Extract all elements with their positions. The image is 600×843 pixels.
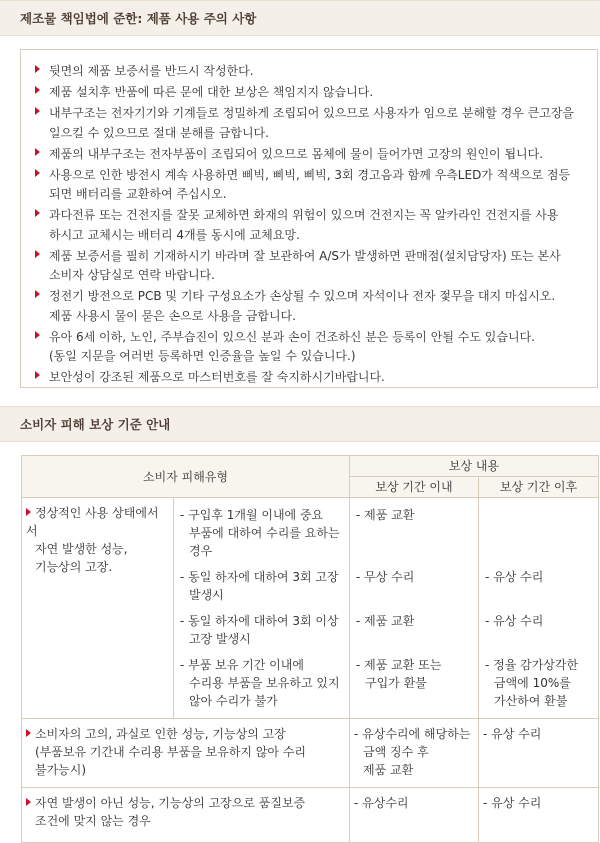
bullet-icon <box>26 798 31 806</box>
precaution-item <box>35 368 587 388</box>
bullet-icon <box>26 729 31 737</box>
precaution-text: (동일 지문을 여러번 등록하면 인증율을 높일 수 있습니다.) <box>49 349 356 363</box>
precaution-text: 제품 설치후 반품에 따른 문에 대한 보상은 책임지지 않습니다. <box>49 85 374 99</box>
compensation-section <box>0 406 600 442</box>
cause-item: - 동일 하자에 대하여 3회 이상 고장 발생시 <box>180 614 339 646</box>
group2-label-line: 불가능시) <box>35 763 87 777</box>
bullet-icon <box>35 290 40 298</box>
precautions-box <box>20 49 598 388</box>
group1-after <box>479 498 599 719</box>
precaution-text: 제품 보증서를 필히 기재하시기 바라며 잘 보관하여 A/S가 발생하면 판매점(설치담당자) 또는 본사 <box>49 248 561 263</box>
precaution-item <box>35 166 587 205</box>
within-item: - 제품 교환 또는 구입가 환불 <box>356 658 442 690</box>
group1-within <box>350 498 479 719</box>
group1-label-line: 기능상의 고장. <box>35 560 113 574</box>
compensation-title: 소비자 피해 보상 기준 안내 <box>0 406 600 442</box>
precaution-text: 제품 사용시 물이 묻은 손으로 사용을 금합니다. <box>49 308 296 323</box>
precaution-text: 소비자 상담실로 연락 바랍니다. <box>49 268 215 282</box>
group2-after: - 유상 수리 <box>479 719 599 788</box>
after-item: - 유상 수리 <box>485 614 544 628</box>
precaution-item <box>35 247 587 286</box>
precaution-text: 제품의 내부구조는 전자부품이 조립되어 있으므로 몸체에 물이 들어가면 고장의 원인이 됩니다. <box>49 146 544 161</box>
precaution-item <box>35 104 587 143</box>
precaution-item <box>35 62 587 82</box>
precautions-section <box>0 0 600 36</box>
group3-within: - 유상수리 <box>350 788 479 843</box>
cause-item: - 구입후 1개월 이내에 중요 부품에 대하여 수리를 요하는 경우 <box>180 508 340 558</box>
precaution-item <box>35 206 587 245</box>
group1-causes <box>174 498 350 719</box>
bullet-icon <box>35 86 40 94</box>
bullet-icon <box>35 65 40 73</box>
bullet-icon <box>35 250 40 258</box>
compensation-table <box>21 455 599 843</box>
precaution-text: 사용으로 인한 방전시 계속 사용하면 삐빅, 삐빅, 삐빅, 3회 경고음과 함께 우측LED가 적색으로 점등 <box>49 167 571 182</box>
bullet-icon <box>35 209 40 217</box>
after-item: - 유상 수리 <box>485 570 544 584</box>
group1-label <box>22 498 174 719</box>
precaution-text: 하시고 교체시는 배터리 4개를 동시에 교체요망. <box>49 227 300 242</box>
bullet-icon <box>35 107 40 115</box>
bullet-icon <box>35 371 40 379</box>
within-item: - 무상 수리 <box>356 570 415 584</box>
header-compensation: 보상 내용 <box>350 456 599 477</box>
after-item: - 정율 감가상각한 금액에 10%를 가산하여 환불 <box>485 658 579 708</box>
precaution-text: 일으킬 수 있으므로 절대 분해를 금합니다. <box>49 125 269 140</box>
cause-item: - 부품 보유 기간 이내에 수리용 부품을 보유하고 있지 않아 수리가 불가 <box>180 658 340 708</box>
bullet-icon <box>26 508 31 516</box>
precaution-text: 뒷면의 제품 보증서를 반드시 작성한다. <box>49 64 254 78</box>
precaution-item <box>35 145 587 165</box>
group2-label-line: (부품보유 기간내 수리용 부품을 보유하지 않아 수리 <box>35 745 307 759</box>
group3-label-line: 조건에 맞지 않는 경우 <box>35 814 151 828</box>
cause-item: - 동일 하자에 대하여 3회 고장 발생시 <box>180 570 339 602</box>
precaution-item <box>35 287 587 326</box>
group2-label <box>22 719 350 788</box>
precaution-item <box>35 328 587 367</box>
bullet-icon <box>35 331 40 339</box>
precautions-list <box>35 62 587 388</box>
header-damage-type: 소비자 피해유형 <box>22 456 350 498</box>
within-item: - 제품 교환 <box>356 508 415 522</box>
precaution-text: 보안성이 강조된 제품으로 마스터번호를 잘 숙지하시기바랍니다. <box>49 370 385 384</box>
group3-after: - 유상 수리 <box>479 788 599 843</box>
group2-label-line: 소비자의 고의, 과실로 인한 성능, 기능상의 고장 <box>35 727 286 741</box>
precaution-text: 되면 배터리를 교환하여 주십시오. <box>49 187 227 201</box>
header-within-period: 보상 기간 이내 <box>350 477 479 498</box>
group1-label-line: 자연 발생한 성능, <box>35 542 128 556</box>
precautions-title: 제조물 책임법에 준한: 제품 사용 주의 사항 <box>0 0 600 36</box>
precaution-text: 내부구조는 전자기기와 기계들로 정밀하게 조립되어 있으므로 사용자가 임으로 분해할 경우 큰고장을 <box>49 106 575 120</box>
group1-label-line: 정상적인 사용 상태에서서 <box>26 506 159 538</box>
precaution-item <box>35 83 587 103</box>
within-item: - 제품 교환 <box>356 614 415 628</box>
group2-within: - 유상수리에 해당하는 금액 징수 후 제품 교환 <box>350 719 479 788</box>
group3-label-line: 자연 발생이 아닌 성능, 기능상의 고장으로 품질보증 <box>35 796 306 810</box>
bullet-icon <box>35 148 40 156</box>
after-item <box>479 502 598 564</box>
precaution-text: 유아 6세 이하, 노인, 주부습진이 있으신 분과 손이 건조하신 분은 등록이 안될 수도 있습니다. <box>49 329 535 344</box>
precaution-text: 과다전류 또는 건전지를 잘못 교체하면 화재의 위험이 있으며 건전지는 꼭 알카라인 건전지를 사용 <box>49 208 559 222</box>
group3-label <box>22 788 350 843</box>
header-after-period: 보상 기간 이후 <box>479 477 599 498</box>
precaution-text: 정전기 방전으로 PCB 및 기타 구성요소가 손상될 수 있으며 자석이나 전자 젗무을 대지 마십시오. <box>49 289 556 303</box>
bullet-icon <box>35 169 40 177</box>
